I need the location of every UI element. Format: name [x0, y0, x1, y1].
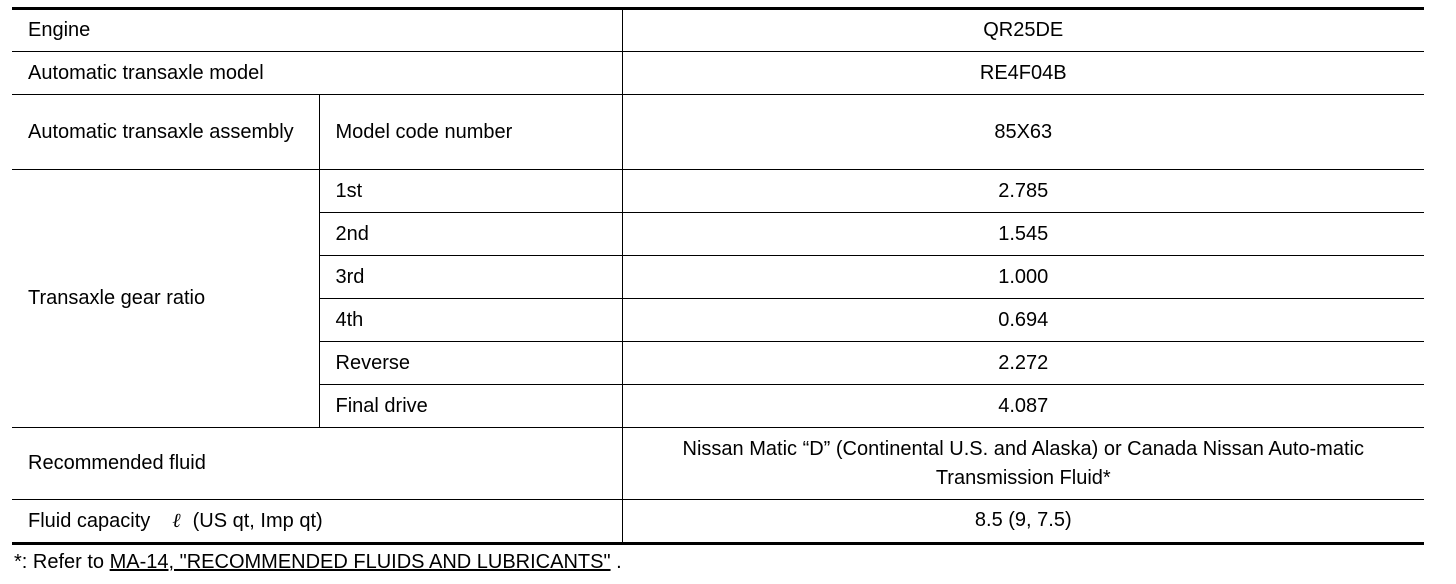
liter-symbol: ℓ: [172, 508, 181, 532]
fluid-capacity-label: Fluid capacity: [28, 510, 151, 532]
transaxle-model-value: RE4F04B: [622, 52, 1424, 95]
table-row-gear-1st: [12, 170, 1424, 213]
gear-label: Final drive: [319, 385, 622, 428]
gear-value: 2.785: [622, 170, 1424, 213]
gear-value: 2.272: [622, 342, 1424, 385]
recommended-fluid-value: Nissan Matic “D” (Continental U.S. and Alaska) or Canada Nissan Auto-matic Transmission Fluid*: [622, 428, 1424, 500]
fluid-capacity-unit: (US qt, Imp qt): [192, 510, 323, 532]
gear-ratio-label: Transaxle gear ratio: [12, 170, 319, 428]
recommended-fluids-link[interactable]: MA-14, "RECOMMENDED FLUIDS AND LUBRICANTS": [109, 551, 611, 573]
gear-label: Reverse: [319, 342, 622, 385]
gear-label: 1st: [319, 170, 622, 213]
assembly-label: Automatic transaxle assembly: [12, 95, 319, 170]
gear-value: 1.000: [622, 256, 1424, 299]
table-row-transaxle-model: [12, 52, 1424, 95]
gear-value: 1.545: [622, 213, 1424, 256]
engine-label: Engine: [12, 9, 622, 52]
table-row-engine: [12, 9, 1424, 52]
engine-value: QR25DE: [622, 9, 1424, 52]
table-row-assembly: [12, 95, 1424, 170]
gear-value: 0.694: [622, 299, 1424, 342]
gear-value: 4.087: [622, 385, 1424, 428]
table-row-fluid-capacity: [12, 500, 1424, 544]
footnote: [14, 548, 622, 576]
gear-label: 2nd: [319, 213, 622, 256]
specifications-table: [12, 7, 1424, 545]
table-row-recommended-fluid: [12, 428, 1424, 500]
recommended-fluid-label: Recommended fluid: [12, 428, 622, 500]
fluid-capacity-label-cell: [12, 500, 622, 544]
footnote-prefix: *: Refer to: [14, 551, 105, 573]
footnote-suffix: .: [616, 551, 622, 573]
transaxle-model-label: Automatic transaxle model: [12, 52, 622, 95]
gear-label: 4th: [319, 299, 622, 342]
model-code-label: Model code number: [319, 95, 622, 170]
model-code-value: 85X63: [622, 95, 1424, 170]
fluid-capacity-value: 8.5 (9, 7.5): [622, 500, 1424, 544]
gear-label: 3rd: [319, 256, 622, 299]
